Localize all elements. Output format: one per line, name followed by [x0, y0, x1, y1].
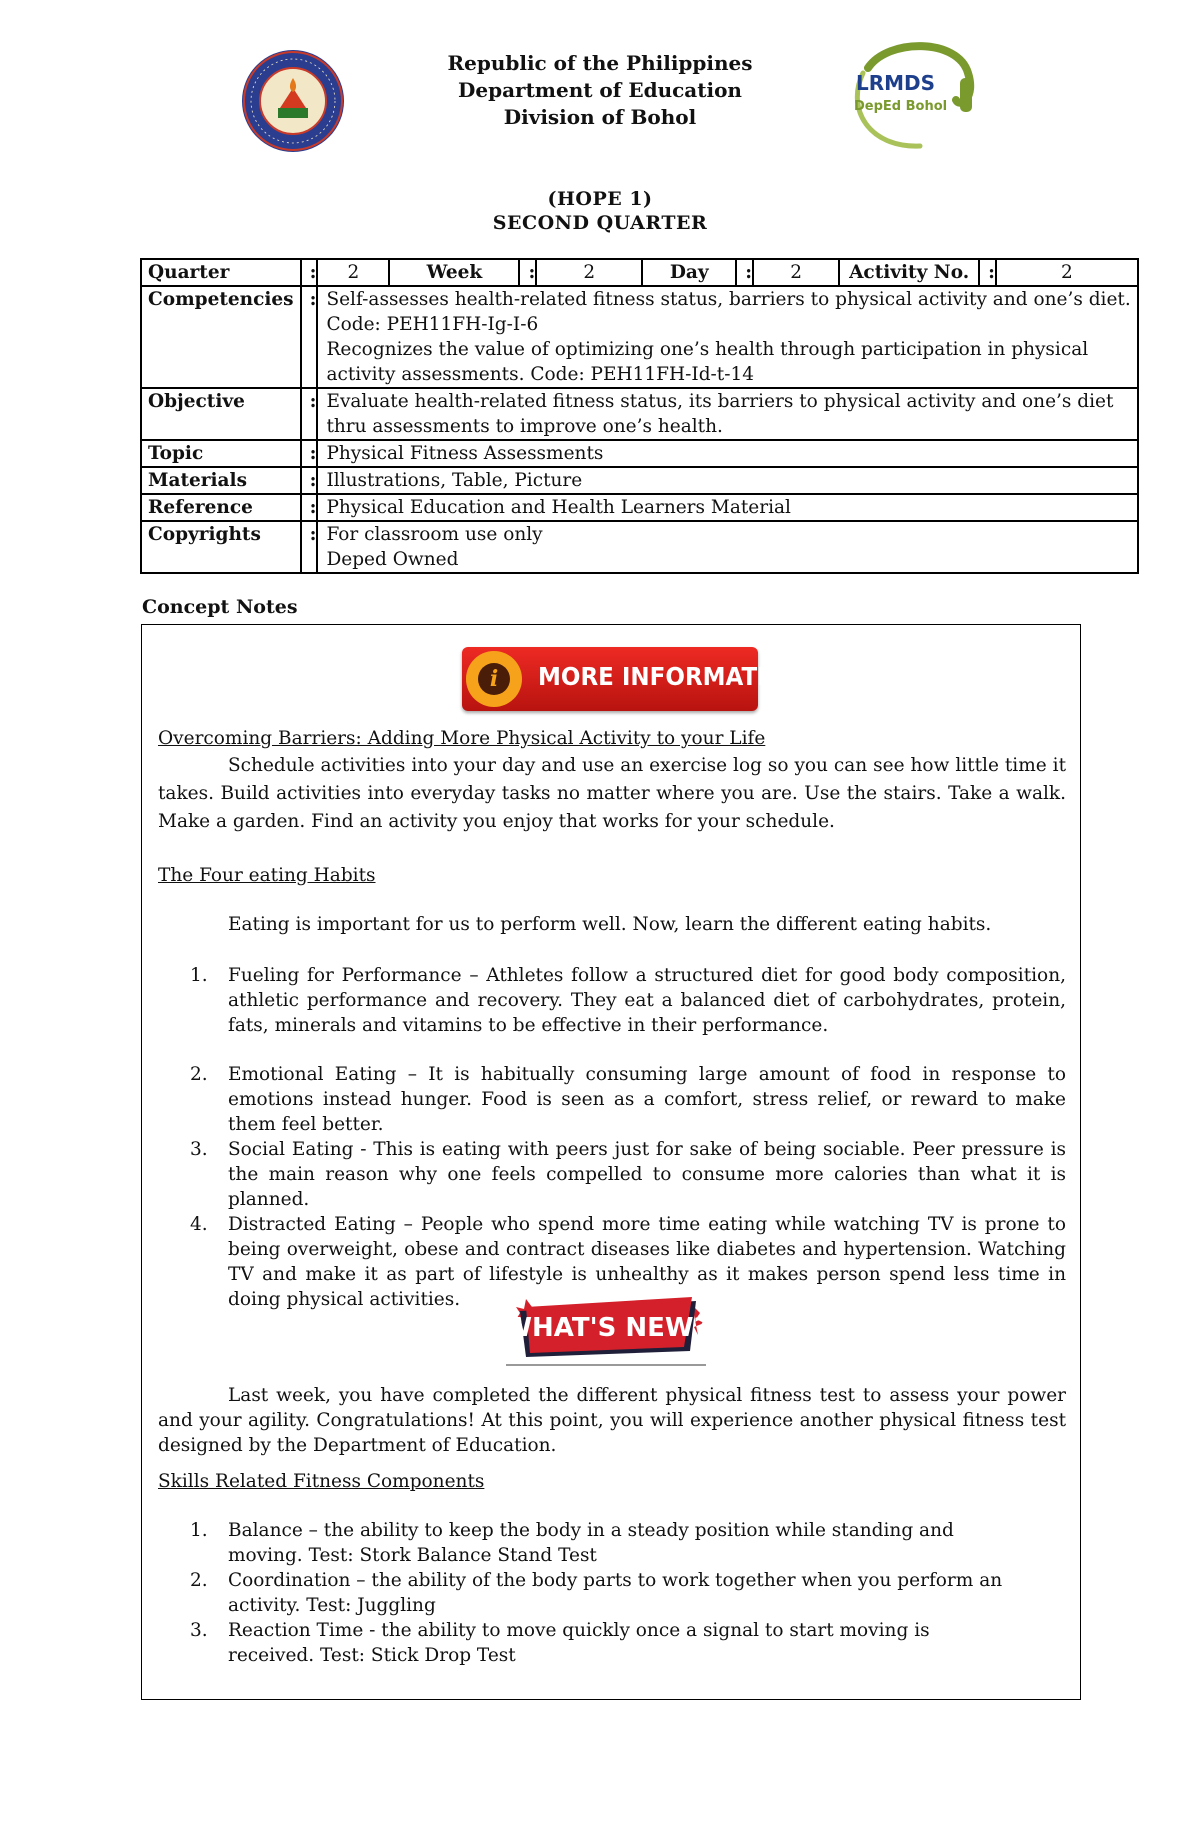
- colon: :: [519, 259, 536, 286]
- reference-value: Physical Education and Health Learners Material: [317, 494, 1137, 521]
- table-row: [141, 521, 1138, 573]
- department-line: Department of Education: [458, 78, 742, 102]
- materials-label: Materials: [141, 467, 301, 494]
- objective-line: Evaluate health-related fitness status, its barriers to physical activity and one’s diet: [326, 391, 1114, 412]
- eating-habits-heading: The Four eating Habits: [158, 865, 376, 886]
- lesson-info-table: [140, 258, 1139, 574]
- colon: :: [301, 494, 318, 521]
- skills-heading: Skills Related Fitness Components: [158, 1471, 485, 1492]
- list-number: 1.: [190, 965, 208, 986]
- quarter-value: 2: [317, 259, 389, 286]
- list-item: [158, 963, 1066, 1038]
- eating-habits-list: [158, 1137, 1066, 1212]
- list-number: 3.: [190, 1139, 208, 1160]
- activity-label: Activity No.: [839, 259, 979, 286]
- competency-line: activity assessments. Code: PEH11FH-Id-t-14: [326, 364, 755, 385]
- competency-line: Code: PEH11FH-Ig-I-6: [326, 314, 539, 335]
- eating-intro: Eating is important for us to perform well. Now, learn the different eating habits.: [228, 914, 992, 935]
- document-header: [0, 46, 1200, 166]
- reference-label: Reference: [141, 494, 301, 521]
- list-text: Emotional Eating – It is habitually consuming large amount of food in response to emotions instead hunger. Food is seen as a comfort, stress relief, or reward to make them feel better.: [228, 1064, 1066, 1135]
- whats-new-banner: [503, 1293, 709, 1369]
- competencies-label: Competencies: [141, 286, 301, 388]
- competency-line: Self-assesses health-related fitness status, barriers to physical activity and one’s diet.: [326, 289, 1131, 310]
- table-row: [141, 286, 1138, 388]
- colon: :: [301, 388, 318, 440]
- skills-list: [158, 1518, 1066, 1668]
- list-item: [158, 1518, 1066, 1568]
- activity-value: 2: [996, 259, 1138, 286]
- colon: :: [736, 259, 753, 286]
- list-item: [158, 1062, 1066, 1137]
- barriers-paragraph: Schedule activities into your day and use an exercise log so you can see how little time it takes. Build activities into everyday tasks no matter where you are. Use the stairs. Take a walk. Make a garden. Find an activity you enjoy that works for your schedule.: [158, 755, 1066, 832]
- subject-title: [0, 187, 1200, 235]
- table-row: [141, 440, 1138, 467]
- list-text: Balance – the ability to keep the body in a steady position while standing and: [228, 1520, 954, 1541]
- more-information-label: MORE INFORMATION: [538, 662, 805, 691]
- list-number: 4.: [190, 1214, 208, 1235]
- colon: :: [979, 259, 996, 286]
- topic-value: Physical Fitness Assessments: [317, 440, 1137, 467]
- deped-seal-icon: [240, 48, 346, 154]
- copyright-line: For classroom use only: [326, 524, 543, 545]
- week-label: Week: [389, 259, 519, 286]
- day-value: 2: [753, 259, 839, 286]
- colon: :: [301, 286, 318, 388]
- quarter-title: SECOND QUARTER: [492, 212, 708, 234]
- colon: :: [301, 467, 318, 494]
- whats-new-paragraph: Last week, you have completed the different physical fitness test to assess your power and your agility. Congratulations! At this point, you will experience another physical fitness test designed by the Department of Education.: [158, 1385, 1066, 1456]
- objective-value: [317, 388, 1137, 440]
- list-item: [158, 1137, 1066, 1212]
- competencies-value: [317, 286, 1137, 388]
- colon: :: [301, 259, 318, 286]
- more-information-banner: [462, 647, 805, 711]
- lrmds-sub: DepEd Bohol: [854, 99, 948, 114]
- list-number: 2.: [190, 1064, 208, 1085]
- whats-new-label: WHAT'S NEW?: [503, 1313, 709, 1343]
- list-text: Reaction Time - the ability to move quickly once a signal to start moving is: [228, 1620, 930, 1641]
- list-number: 2.: [190, 1570, 208, 1591]
- copyrights-value: [317, 521, 1137, 573]
- list-item: [158, 1618, 1066, 1668]
- concept-notes-box: [141, 624, 1081, 1700]
- list-text: Distracted Eating – People who spend more time eating while watching TV is prone to being overweight, obese and contract diseases like diabetes and hypertension. Watching TV and make it as part of lifestyle is unhealthy as it makes person spend less time in doing physical activities.: [228, 1214, 1066, 1310]
- table-row: [141, 467, 1138, 494]
- list-number: 1.: [190, 1520, 208, 1541]
- list-text: Social Eating - This is eating with peers just for sake of being sociable. Peer pressure is the main reason why one feels compelled to consume more calories than what it is planned.: [228, 1139, 1066, 1210]
- concept-notes-title: Concept Notes: [142, 596, 298, 618]
- info-icon: i: [478, 663, 510, 695]
- objective-line: thru assessments to improve one’s health.: [326, 416, 723, 437]
- copyright-line: Deped Owned: [326, 549, 459, 570]
- republic-line: Republic of the Philippines: [447, 51, 753, 75]
- materials-value: Illustrations, Table, Picture: [317, 467, 1137, 494]
- topic-label: Topic: [141, 440, 301, 467]
- barriers-heading: Overcoming Barriers: Adding More Physical Activity to your Life: [158, 728, 766, 749]
- quarter-label: Quarter: [141, 259, 301, 286]
- info-circle: [466, 651, 522, 707]
- colon: :: [301, 440, 318, 467]
- competency-line: Recognizes the value of optimizing one’s health through participation in physical: [326, 339, 1089, 360]
- copyrights-label: Copyrights: [141, 521, 301, 573]
- subject-code: (HOPE 1): [547, 188, 653, 210]
- table-row: [141, 494, 1138, 521]
- week-value: 2: [536, 259, 642, 286]
- list-text: received. Test: Stick Drop Test: [228, 1645, 516, 1666]
- objective-label: Objective: [141, 388, 301, 440]
- lrmds-title: LRMDS: [856, 71, 936, 95]
- table-row: [141, 388, 1138, 440]
- lrmds-logo-icon: [828, 38, 978, 158]
- list-text: moving. Test: Stork Balance Stand Test: [228, 1545, 597, 1566]
- list-item: [158, 1568, 1066, 1618]
- colon: :: [301, 521, 318, 573]
- list-text: Fueling for Performance – Athletes follow a structured diet for good body composition, athletic performance and recovery. They eat a balanced diet of carbohydrates, protein, fats, minerals and vitamins to be effective in their performance.: [228, 965, 1066, 1036]
- table-row: [141, 259, 1138, 286]
- eating-habits-list: [158, 1062, 1066, 1137]
- list-number: 3.: [190, 1620, 208, 1641]
- eating-habits-list: [158, 963, 1066, 1038]
- agency-heading: [400, 50, 800, 131]
- list-text: Coordination – the ability of the body parts to work together when you perform an: [228, 1570, 1003, 1591]
- division-line: Division of Bohol: [503, 105, 697, 129]
- list-text: activity. Test: Juggling: [228, 1595, 436, 1616]
- day-label: Day: [642, 259, 736, 286]
